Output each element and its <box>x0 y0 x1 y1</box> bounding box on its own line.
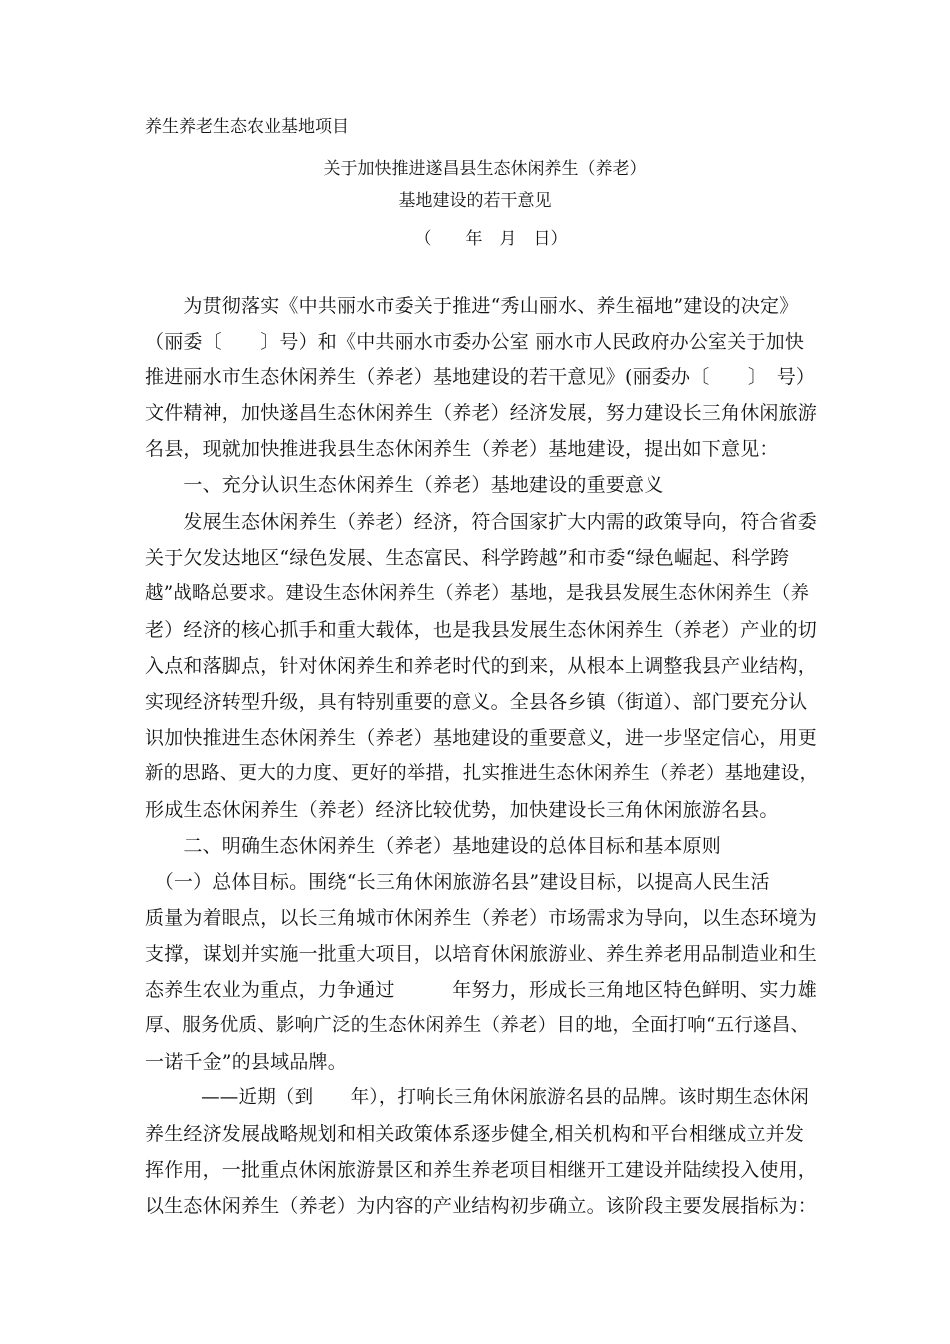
document-label: 养生养老生态农业基地项目 <box>145 117 349 137</box>
section-heading: 一、充分认识生态休闲养生（养老）基地建设的重要意义 <box>145 474 664 496</box>
body-line: 文件精神，加快遂昌生态休闲养生（养老）经济发展，努力建设长三角休闲旅游 <box>145 402 818 424</box>
body-line: 为贯彻落实《中共丽水市委关于推进“秀山丽水、养生福地”建设的决定》 <box>145 295 799 317</box>
section-heading: 二、明确生态休闲养生（养老）基地建设的总体目标和基本原则 <box>145 835 722 857</box>
body-line: ——近期（到 年），打响长三角休闲旅游名县的品牌。该时期生态休闲 <box>145 1087 809 1108</box>
body-line: 关于欠发达地区“绿色发展、生态富民、科学跨越”和市委“绿色崛起、科学跨 <box>145 547 790 569</box>
body-line: 实现经济转型升级，具有特别重要的意义。全县各乡镇（街道）、部门要充分认 <box>145 691 808 713</box>
body-line: 新的思路、更大的力度、更好的举措，扎实推进生态休闲养生（养老）基地建设， <box>145 763 819 784</box>
body-line: 一诺千金”的县域品牌。 <box>145 1051 347 1073</box>
body-line: 名县，现就加快推进我县生态休闲养生（养老）基地建设，提出如下意见： <box>145 438 779 460</box>
body-line: 厚、服务优质、影响广泛的生态休闲养生（养老）目的地，全面打响“五行遂昌、 <box>145 1015 810 1036</box>
body-line: 入点和落脚点，针对休闲养生和养老时代的到来，从根本上调整我县产业结构， <box>145 655 818 677</box>
body-line: 识加快推进生态休闲养生（养老）基地建设的重要意义，进一步坚定信心，用更 <box>145 727 818 749</box>
body-line: 挥作用，一批重点休闲旅游景区和养生养老项目相继开工建设并陆续投入使用， <box>145 1159 818 1181</box>
body-line: 越”战略总要求。建设生态休闲养生（养老）基地，是我县发展生态休闲养生（养 <box>145 583 810 604</box>
body-line: 推进丽水市生态休闲养生（养老）基地建设的若干意见》(丽委办〔 〕 号） <box>145 366 816 388</box>
body-line: 发展生态休闲养生（养老）经济，符合国家扩大内需的政策导向，符合省委 <box>145 511 818 533</box>
document-date: （ 年 月 日） <box>414 229 568 249</box>
body-line: 老）经济的核心抓手和重大载体，也是我县发展生态休闲养生（养老）产业的切 <box>145 619 818 641</box>
body-line: 支撑，谋划并实施一批重大项目，以培育休闲旅游业、养生养老用品制造业和生 <box>145 943 818 965</box>
document-title: 关于加快推进遂昌县生态休闲养生（养老） <box>323 159 647 179</box>
body-line: 养生经济发展战略规划和相关政策体系逐步健全,相关机构和平台相继成立并发 <box>145 1123 805 1145</box>
body-line: （丽委〔 〕号）和《中共丽水市委办公室 丽水市人民政府办公室关于加快 <box>145 331 805 353</box>
body-line: （一）总体目标。围绕“长三角休闲旅游名县”建设目标，以提高人民生活 <box>145 871 770 893</box>
body-line: 质量为着眼点，以长三角城市休闲养生（养老）市场需求为导向，以生态环境为 <box>145 907 818 929</box>
body-line: 以生态休闲养生（养老）为内容的产业结构初步确立。该阶段主要发展指标为： <box>145 1195 818 1217</box>
body-line: 态养生农业为重点，力争通过 年努力，形成长三角地区特色鲜明、实力雄 <box>145 979 818 1001</box>
body-line: 形成生态休闲养生（养老）经济比较优势，加快建设长三角休闲旅游名县。 <box>145 799 779 821</box>
document-subtitle: 基地建设的若干意见 <box>398 191 552 211</box>
